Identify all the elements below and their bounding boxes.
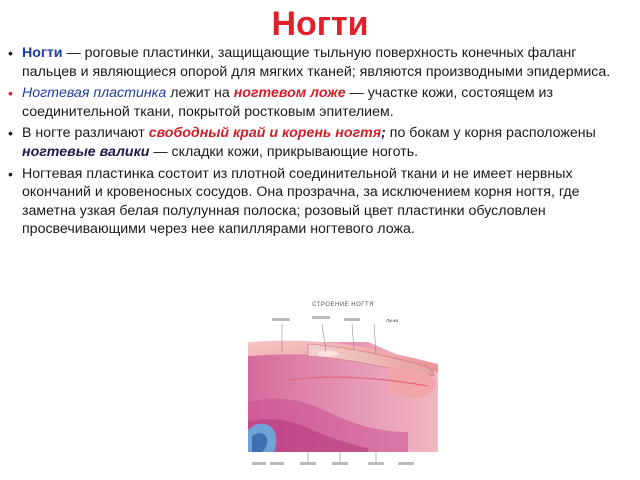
slide-title: Ногти [271, 5, 369, 43]
diagram-label-mark [368, 462, 384, 465]
bullet-text-3-part-4: по бокам у корня расположены [385, 125, 596, 142]
diagram-label-mark [312, 316, 330, 319]
bullet-text-4-part-1: Ногтевая пластинка состоит из плотной соединительной ткани и не имеет нервных окончаний и кровеносных сосудов. Она прозрачна, за исключением корня ногтя, где заметна узкая белая полулунная полоска; розовый цвет пластинки обусловлен просвечивающими через нее капиллярами ногтевого ложа. [22, 165, 580, 238]
svg-text:Лунка: Лунка [386, 318, 399, 323]
nail-cross-section-illustration [248, 302, 438, 474]
bullet-text-3-part-3: ; [381, 125, 386, 142]
bullet-dot: • [8, 85, 13, 102]
diagram-label-mark [252, 462, 266, 465]
nail-structure-diagram [248, 302, 438, 474]
diagram-label-mark [270, 462, 284, 465]
diagram-label-mark [344, 318, 360, 321]
bullet-item [6, 124, 634, 161]
bullet-dot: • [8, 45, 13, 61]
bullet-item [6, 165, 634, 239]
bullet-text-1-part-1: Ногти [22, 45, 63, 61]
diagram-label-mark [398, 462, 414, 465]
bullet-text-2-part-2: лежит на [166, 85, 234, 102]
bullet-text-3-part-1: В ногте различают [22, 125, 149, 142]
bullet-dot: • [8, 125, 13, 142]
bullet-text-3-part-2: свободный край и корень ногтя [148, 125, 382, 142]
bullet-text-1-part-2: — роговые пластинки, защищающие тыльную поверхность конечных фаланг пальцев и являющиеся опорой для мягких тканей; являются производными эпидермиса. [22, 45, 611, 80]
diagram-label-mark [272, 318, 290, 321]
bullet-item [6, 44, 634, 81]
bullet-text-3-part-5: ногтевые валики [22, 143, 150, 160]
bullet-item [6, 84, 634, 121]
bullet-dot: • [8, 165, 13, 182]
diagram-title: СТРОЕНИЕ НОГТЯ [312, 302, 374, 308]
bullet-text-2-part-4: — участке кожи, состоящем из соединительной ткани, покрытой ростковым эпителием. [22, 85, 553, 120]
diagram-label-mark [332, 462, 348, 465]
bullet-list [6, 44, 634, 242]
bullet-text-3-part-6: — складки кожи, прикрывающие ноготь. [149, 143, 419, 160]
diagram-label-mark [300, 462, 316, 465]
diagram-label-lunula [386, 318, 399, 323]
bullet-text-2-part-3: ногтевом ложе [233, 85, 346, 102]
bullet-text-2-part-1: Ногтевая пластинка [22, 85, 167, 102]
